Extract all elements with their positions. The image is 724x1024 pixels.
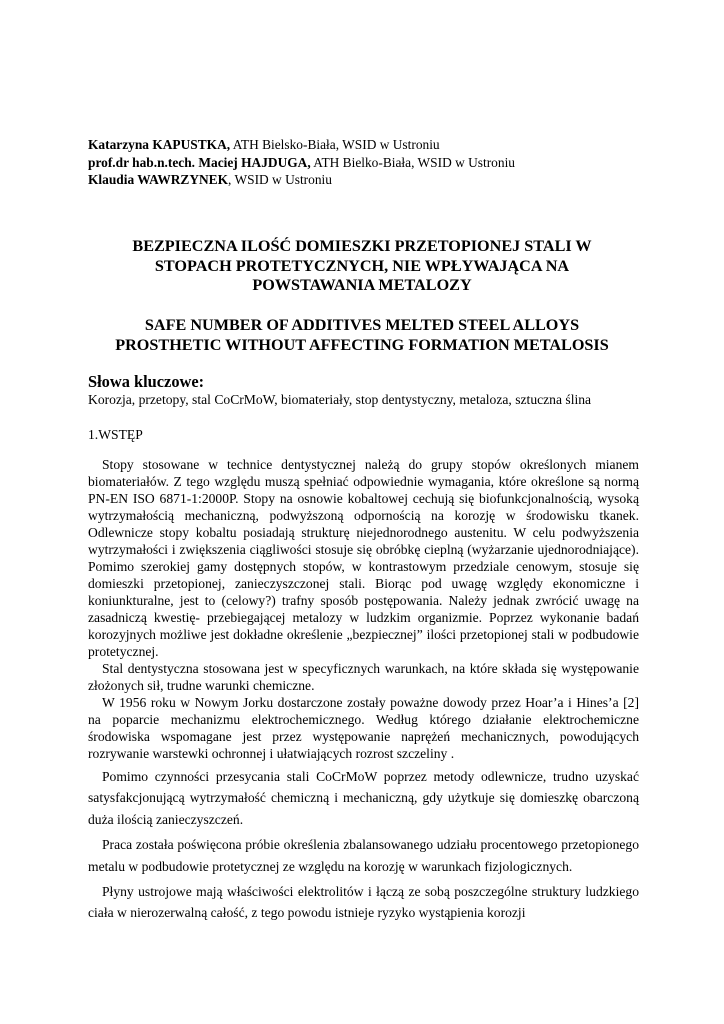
title-line: PROSTHETIC WITHOUT AFFECTING FORMATION METALOSIS — [115, 335, 609, 354]
title-line: SAFE NUMBER OF ADDITIVES MELTED STEEL ALLOYS — [144, 316, 580, 334]
keywords-text: Korozja, przetopy, stal CoCrMoW, biomateriały, stop dentystyczny, metaloza, sztuczna ślina — [88, 392, 592, 407]
author-line — [88, 154, 515, 172]
author-name: Katarzyna KAPUSTKA, — [88, 137, 231, 152]
body-text — [88, 456, 639, 924]
title-line: BEZPIECZNA ILOŚĆ DOMIESZKI PRZETOPIONEJ STALI W — [132, 237, 592, 255]
author-affiliation: ATH Bielko-Biała, WSID w Ustroniu — [310, 154, 515, 170]
author-name: Klaudia WAWRZYNEK — [88, 172, 229, 187]
title-line: STOPACH PROTETYCZNYCH, NIE WPŁYWAJĄCA NA — [154, 256, 570, 275]
paragraph: W 1956 roku w Nowym Jorku dostarczone zostały poważne dowody przez Hoar’a i Hines’a [2] na poparcie mechanizmu elektrochemicznego. Według którego działanie elektrochemiczne środowiska wspomagane jest przez występowanie naprężeń mechanicznych, powodujących rozrywanie warstewki ochronnej i ułatwiających rozrost szczeliny . — [88, 695, 639, 761]
paragraph: Stal dentystyczna stosowana jest w specyficznych warunkach, na które składa się występowanie złożonych sił, trudne warunki chemiczne. — [88, 661, 639, 693]
paragraph: Płyny ustrojowe mają właściwości elektrolitów i łączą ze sobą poszczególne struktury ludzkiego ciała w nierozerwalną całość, z tego powodu istnieje ryzyko wystąpienia korozji — [88, 884, 639, 921]
keywords-heading: Słowa kluczowe: — [88, 372, 205, 391]
title-polish — [70, 237, 654, 296]
author-line — [88, 171, 515, 189]
author-name: prof.dr hab.n.tech. Maciej HAJDUGA, — [88, 154, 311, 170]
author-affiliation: ATH Bielsko-Biała, WSID w Ustroniu — [230, 137, 440, 152]
author-line — [88, 136, 515, 154]
title-line: POWSTAWANIA METALOZY — [252, 276, 472, 294]
section-heading: 1.WSTĘP — [88, 427, 143, 442]
paragraph: Stopy stosowane w technice dentystycznej należą do grupy stopów określonych mianem biomateriałów. Z tego względu muszą spełniać odpowiednie wymagania, które określone są normą PN-EN ISO 6871-1:2000P. Stopy na osnowie kobaltowej cechują się biofunkcjonalnością, wysoką wytrzymałością mechaniczną, podwyższoną odpornością na korozję w środowisku tkanek. Odlewnicze stopy kobaltu posiadają strukturę niejednorodnego austenitu. W celu podwyższenia wytrzymałości i zwiększenia ciągliwości stosuje się obróbkę cieplną (wyżarzanie ujednorodniające). Pomimo szerokiej gamy dostępnych stopów, w kontrastowym przedziale cenowym, stosuje się domieszki przetopionej, zanieczyszczonej stali. Biorąc pod uwagę względy ekonomiczne i koniunkturalne, jest to (celowy?) trafny sposób postępowania. Należy jednak zwrócić uwagę na zasadniczą kwestię- przebiegającej metalozy w ludzkim organizmie. Poprzez wykonanie badań korozyjnych możliwe jest dokładne określenie „bezpiecznej” ilości przetopionej stali w podbudowie protetycznej. — [88, 457, 639, 659]
paragraph: Praca została poświęcona próbie określenia zbalansowanego udziału procentowego przetopionego metalu w podbudowie protetycznej ze względu na korozję w warunkach fizjologicznych. — [88, 837, 639, 874]
title-english — [70, 316, 654, 355]
author-list — [88, 136, 515, 189]
paragraph: Pomimo czynności przesycania stali CoCrMoW poprzez metody odlewnicze, trudno uzyskać satysfakcjonującą wytrzymałość chemiczną i mechaniczną, gdy użytkuje się domieszkę obarczoną duża ilością zanieczyszczeń. — [88, 769, 639, 827]
author-affiliation: , WSID w Ustroniu — [228, 172, 332, 187]
